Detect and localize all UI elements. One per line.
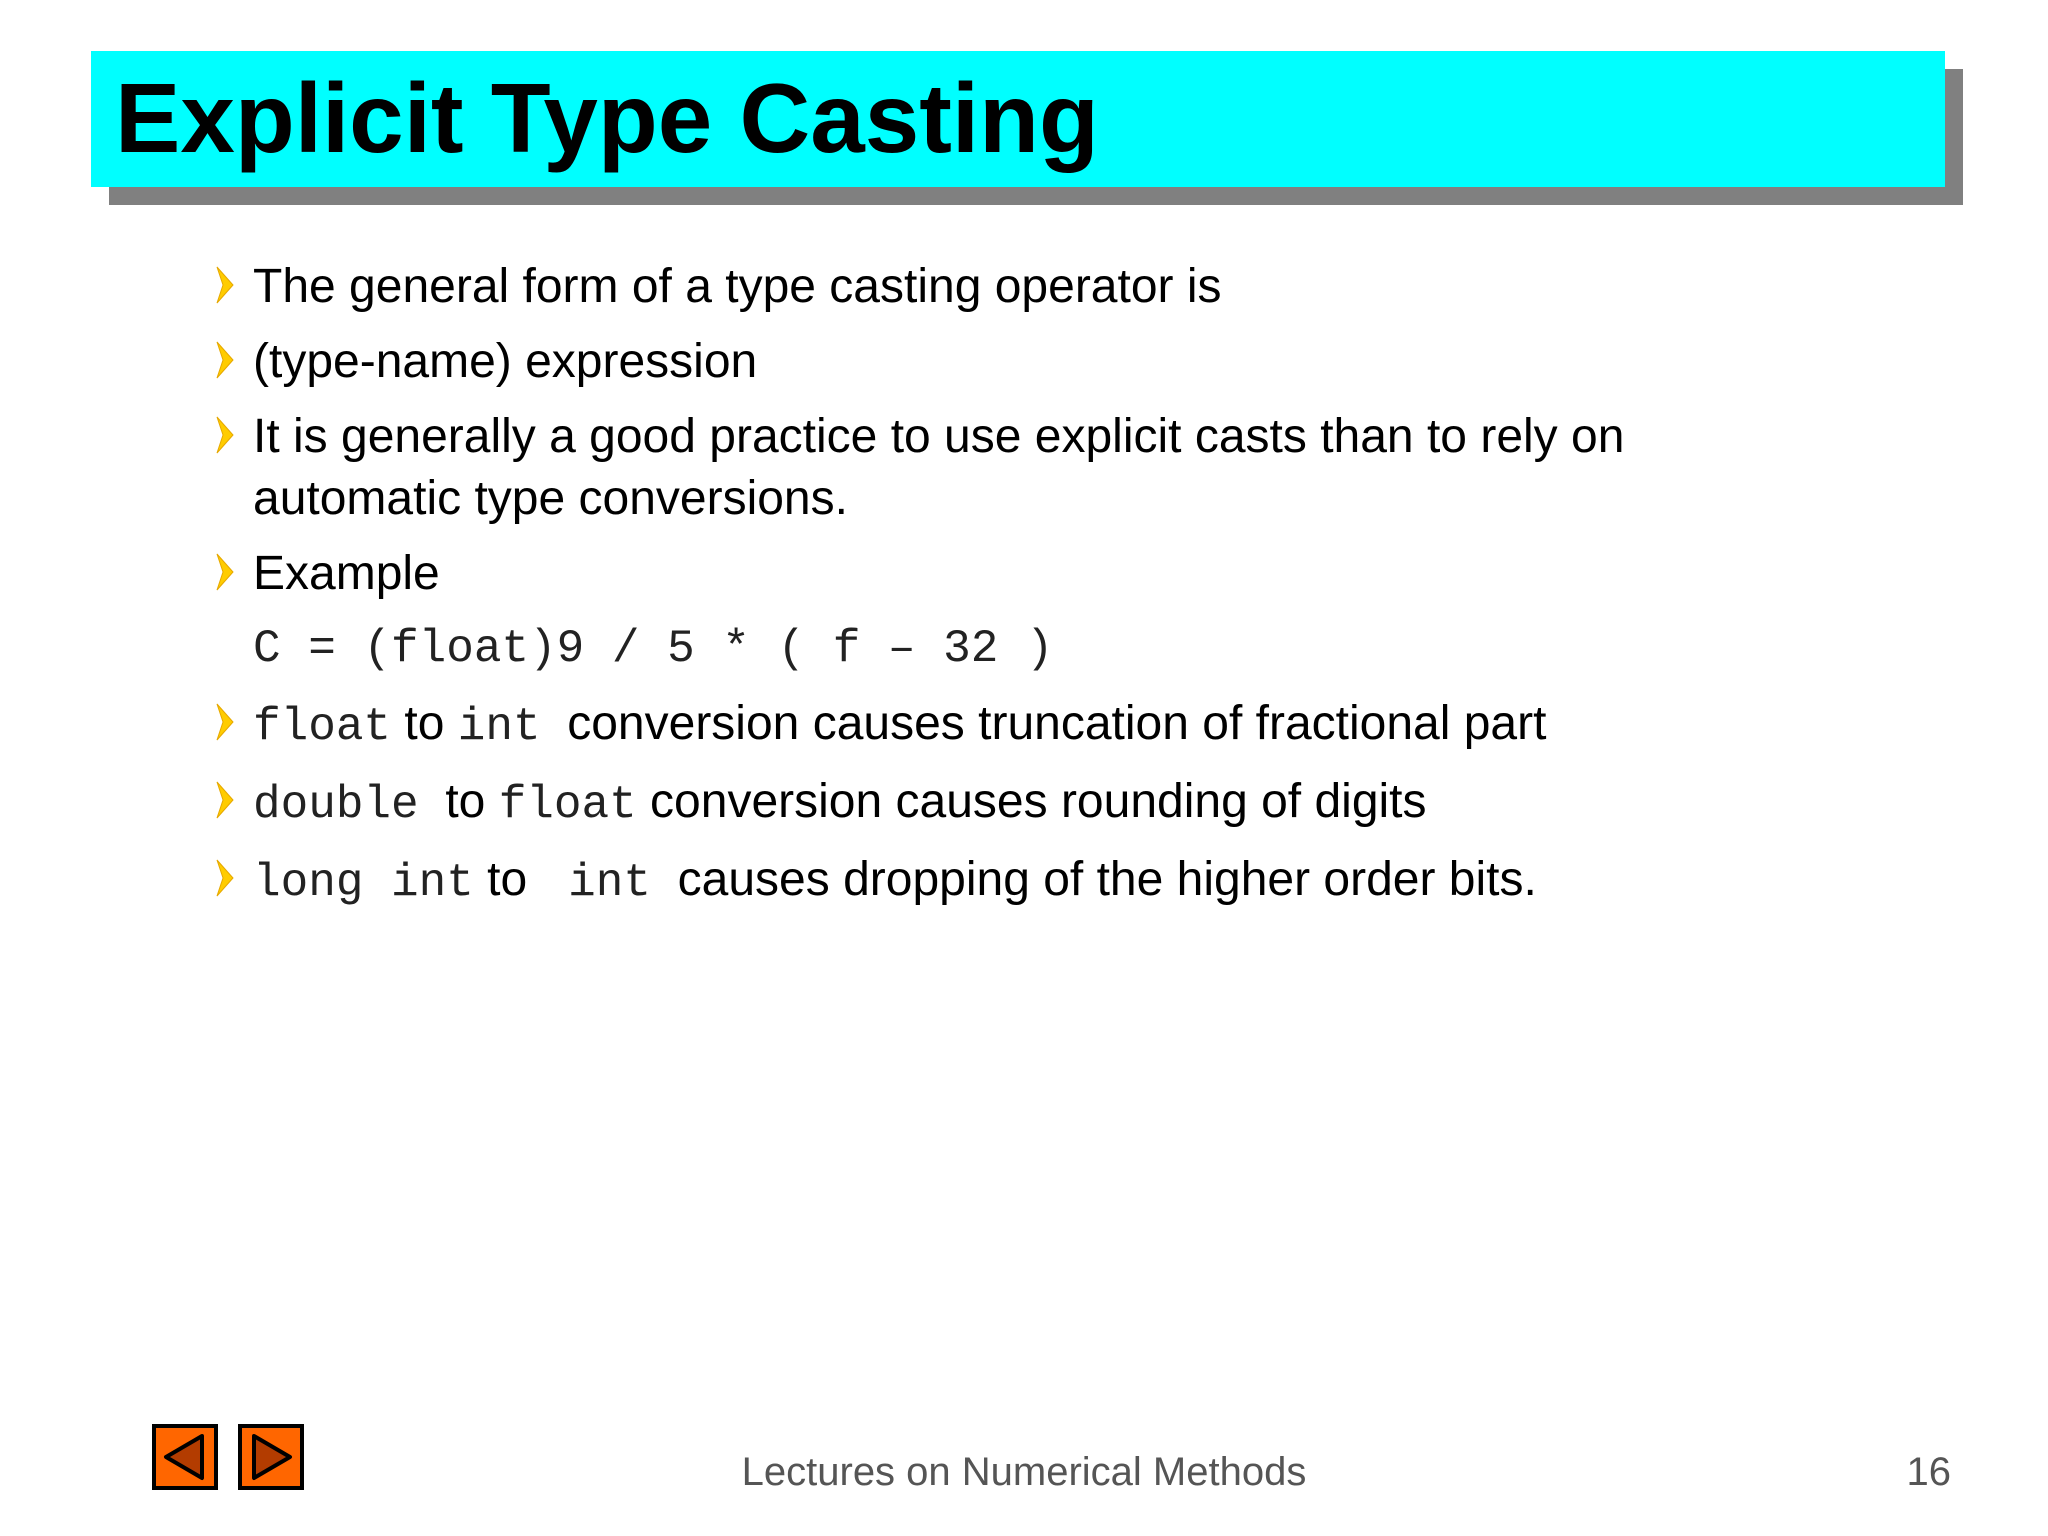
bullet-item [214, 406, 1914, 530]
bullet-arrow-icon [214, 265, 236, 305]
bullet-connector: to [418, 775, 499, 828]
bullet-connector: to [473, 853, 541, 906]
code-float: float [253, 701, 392, 753]
bullet-item [214, 771, 1914, 836]
code-float: float [498, 779, 637, 831]
bullet-arrow-icon [214, 780, 236, 820]
bullet-arrow-icon [214, 858, 236, 898]
bullet-arrow-icon [214, 552, 236, 592]
bullet-text-line-2: automatic type conversions. [253, 472, 848, 525]
bullet-text: (type-name) expression [253, 335, 758, 388]
bullet-item [214, 331, 1914, 393]
bullet-text: conversion causes truncation of fractional part [540, 697, 1547, 750]
bullet-arrow-icon [214, 702, 236, 742]
code-int: int [540, 857, 651, 909]
footer-title: Lectures on Numerical Methods [741, 1450, 1307, 1494]
bullet-text: The general form of a type casting operator is [253, 260, 1222, 313]
bullet-item [214, 693, 1914, 758]
slide-title: Explicit Type Casting [115, 63, 1099, 173]
bullet-text: Example [253, 547, 440, 600]
bullet-text: causes dropping of the higher order bits. [650, 853, 1537, 906]
example-code: C = (float)9 / 5 * ( f – 32 ) [253, 623, 1054, 675]
code-long-int: long int [253, 857, 474, 909]
bullet-item [214, 543, 1914, 605]
bullet-item [214, 849, 1914, 914]
bullet-text-line-1: It is generally a good practice to use explicit casts than to rely on [253, 410, 1625, 463]
code-int: int [457, 701, 541, 753]
bullet-connector: to [391, 697, 458, 750]
bullet-text: conversion causes rounding of digits [636, 775, 1427, 828]
bullet-arrow-icon [214, 415, 236, 455]
bullet-list [214, 256, 1914, 927]
bullet-item [214, 256, 1914, 318]
page-number: 16 [1906, 1450, 1951, 1494]
title-bar [91, 51, 1945, 187]
bullet-arrow-icon [214, 340, 236, 380]
code-double: double [253, 779, 419, 831]
